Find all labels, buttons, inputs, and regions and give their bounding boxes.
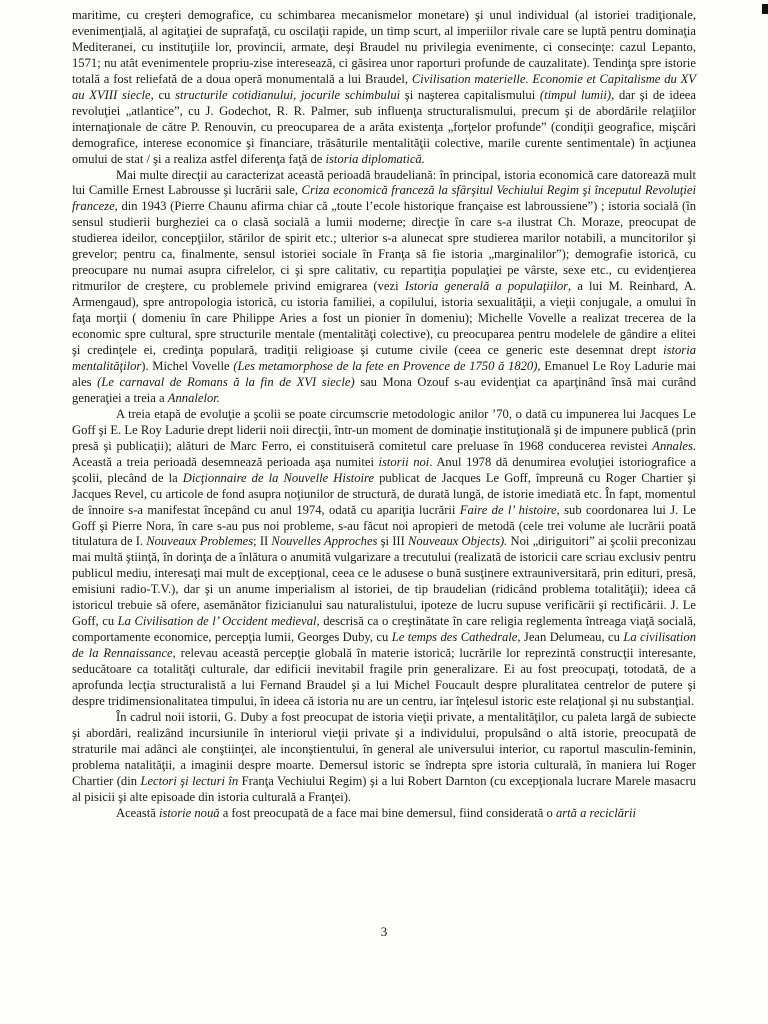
italic-text-run: Istoria generală a populaţiilor [404,279,569,294]
paragraph [72,407,696,710]
text-run: , a lui M. Reinhard, A. Armengaud), spre antropologia istorică, cu istoria familiei, a copilului, istoria sexualităţii, a vieţii conjugale, a omului în faţa morţii ( domeniu în care Philippe Aries a fost un pionier în domeniu); Michelle Vovelle a realizat trecerea de la economic spre cultural, spre structurile mentale (mentalităţi colective), cu preocuparea pentru modelele de gândire a elitei şi credinţele ei, credinţa populară, tradiţii religioase şi cutume civile (ceea ce generic este desemnat drept [72,279,697,358]
italic-text-run: La civilisation de la Rennaissance, [72,630,696,661]
italic-text-run: Criza economică franceză la sfârşitul Vechiului Regim şi începutul Revoluţiei franceze, [72,183,696,214]
scan-edge-mark [762,4,768,14]
text-run: şi naşterea capitalismului [400,87,540,102]
text-run: ). Michel Vovelle [141,358,234,373]
text-run: publicat de Jacques Le Goff, împreună cu Roger Chartier şi Jacques Revel, cu articole de fond asupra noţiunilor de structură, de durată lungă, de istorie imediată etc. În fapt, momentul de înnoire s-a manifestat începând cu anul 1974, odată cu apariţia lucrării [72,470,696,517]
italic-text-run: La Civilisation de l’ Occident medieval, [117,614,320,629]
italic-text-run: istoria mentalităţilor [72,343,696,373]
italic-text-run: Nouveaux Objects). [407,534,508,549]
italic-text-run: (Le carnaval de Romans ă la fin de XVI siecle) [97,374,355,389]
italic-text-run: Nouveaux Problemes [146,534,254,549]
text-run: Noi „diriguitori” ai şcolii preconizau mai multă ştiinţă, în dorinţa de a înlătura o anumită vulgarizare a trecutului (realizată de istoricii care scriau exclusiv pentru publicul mediu, interesaţi mai mult de excepţional, ceea ce le adusese o bună susţinere extrauniversitară, prin edituri, presă, emisiuni radio-T.V.), dar şi un anume imperialism al istoriei, de tip braudelian (ridicând problema totalităţii); ideea că istoricul trebuie să ofere, asemănător fizicianului sau naturalistului, ipoteze de lucru supuse verificării şi rectificării. J. Le Goff, cu [72,534,696,629]
text-run: Franţa Vechiului Regim) şi a lui Robert Darnton (cu excepţionala lucrare Marele masacru al pisicii şi alte episoade din istoria culturală a Franţei). [72,773,696,804]
italic-text-run: Lectori şi lecturi în [140,773,239,788]
italic-text-run: istorie nouă [159,805,220,820]
page-number: 3 [380,924,388,939]
body-text [72,8,696,822]
text-run: sub coordonarea lui J. Le Goff şi Pierre Nora, în care s-au pus noi probleme, s-au făcut noi apropieri de metodă (cele trei volume ale lucrării poată titulatura de I. [72,502,696,549]
italic-text-run: Annalelor. [167,390,220,405]
paragraph [72,710,696,806]
text-run: Mai multe direcţii au caracterizat această perioadă braudeliană: în principal, istoria economică care datorează mult lui Camille Ernest Labrousse şi lucrării sale, [72,167,696,198]
italic-text-run: Nouvelles Approches [271,534,378,549]
italic-text-run: istorii noi [378,454,430,469]
italic-text-run: Annales [652,438,693,453]
text-run: din 1943 (Pierre Chaunu afirma chiar că „toute l’ecole historique française est labroussiene”) ; istoria socială (în sensul studierii burgheziei ca o clasă socială a lumii moderne; direcţie în care s-a ilustrat Ch. Moraze, preocupat de studierea ideilor, concepţiilor, stărilor de spirit etc.; ulterior s-a alunecat spre studierea marilor notabili, a muncitorilor şi grevelor; pentru ca, finalmente, sensul istoriei sociale în Franţa să fie istoria „marginalilor”); demografie istorică, cu preocupare nu numai asupra cifrelelor, ci şi spre calitativ, cu repartiţia populaţiei pe vârste, sexe etc., cu evidenţierea ritmurilor de creştere, cu problemele privind emigrarea (vezi [72,199,696,294]
italic-text-run: Civilisation materielle. Economie et Capitalisme du XV au XVIII siecle [72,71,696,102]
italic-text-run: (Les metamorphose de la fete en Provence de 1750 ă 1820), [233,358,541,373]
italic-text-run: Faire de l’ histoire, [459,502,560,517]
text-run: maritime, cu creşteri demografice, cu schimbarea mecanismelor monetare) şi unul individual (al istoriei tradiţionale, evenimenţială, al agitaţiei de suprafaţă, cu oscilaţii rapide, un timp scurt, al imperiilor rivale care se luptă pentru dominaţia Mediteranei, cu instituţiile lor, provincii, armate, deşi Braudel nu privilegia evenimente, ci consecinţe: cazul Lepanto, 1571; nu atât evenimentele propriu-zise interesează, ci găsirea unor raporturi profunde de cauzalitate). Tendinţa spre istorie totală a fost reliefată de a doua operă monumentală a lui Braudel, [72,8,696,86]
text-run: ; II [253,534,272,549]
text-run: descrisă ca o creştinătate în care religia reglementa întreaga viaţă socială, comportamente economice, percepţia lumii, Georges Duby, cu [72,614,696,645]
text-run: A treia etapă de evoluţie a şcolii se poate circumscrie metodologic anilor ’70, o dată cu impunerea lui Jacques Le Goff şi E. Le Roy Ladurie drept liderii noii direcţii, într-un moment de dominaţie instituţională şi de impunere publică (prin presă şi publicaţii); alături de Marc Ferro, ei constituiseră comitetul care preluase în 1968 conducerea revistei [72,406,696,453]
text-run: Această [116,805,160,820]
paragraph [72,168,696,407]
text-run: . Această a treia perioadă desemnează perioada aşa numitei [72,438,696,469]
text-run: . Anul 1978 dă denumirea evoluţiei istoriografice a şcolii, plecând de la [72,454,696,485]
paragraph [72,806,696,822]
text-run: şi III [377,534,408,549]
text-run: a fost preocupată de a face mai bine demersul, fiind considerată o [219,805,556,820]
text-run: , cu [150,87,176,102]
italic-text-run: (timpul lumii) [539,87,612,102]
italic-text-run: structurile cotidianului, jocurile schimbului [175,87,401,102]
text-run: În cadrul noii istorii, G. Duby a fost preocupat de istoria vieţii private, a mentalităţilor, cu paleta largă de subiecte şi abordări, realizând incursiunile în interiorul vieţii private şi a individului, propulsând o altă istorie, preocupată de straturile mai adânci ale conştiinţei, ale inconştientului, în general ale universului interior, cu raportul masculin-feminin, problema natalităţii, a imaginii despre moarte. Demersul istoric se îndrepta spre istoria culturală, în maniera lui Roger Chartier (din [72,709,696,788]
italic-text-run: Dicţionnaire de la Nouvelle Histoire [182,470,375,485]
paragraph [72,8,696,168]
text-run: sau Mona Ozouf s-au evidenţiat ca aparţinând însă mai curând generaţiei a treia a [72,374,697,405]
text-run: Emanuel Le Roy Ladurie mai ales [72,358,697,389]
italic-text-run: Le temps des Cathedrale, [391,630,521,645]
italic-text-run: artă a reciclării [555,805,636,820]
text-run: relevau această percepţie globală în materie istorică; lucrările lor reprezintă construcţii interesante, seducătoare ca totalităţi culturale, dar edificii inevitabil fragile prin generalizare. Ei au fost preocupaţi, totodată, de a aprofunda lecţia structuralistă a lui Fernand Braudel şi a lui Michel Foucault despre pluralitatea centrelor de putere şi despre tridimensionalitatea timpului, în ideea că istoria nu are un centru, iar înţelesul istoric este relaţional şi nu substanţial. [72,646,697,708]
text-run: , dar şi de ideea revoluţiei „atlantice”, cu J. Godechot, R. R. Palmer, sub influenţa structuralismului, precum şi de abordările relaţiilor internaţionale de către P. Renouvin, cu preocuparea de a arăta existenţa „forţelor profunde” (condiţii geografice, mişcări demografice, interese economice şi financiare, trăsăturile mentalităţii colective, marile curente sentimentale) în acţiunea omului de stat / şi a realiza astfel diferenţa faţă de [72,87,696,166]
italic-text-run: istoria diplomatică. [325,151,425,166]
text-run: Jean Delumeau, cu [520,630,624,645]
